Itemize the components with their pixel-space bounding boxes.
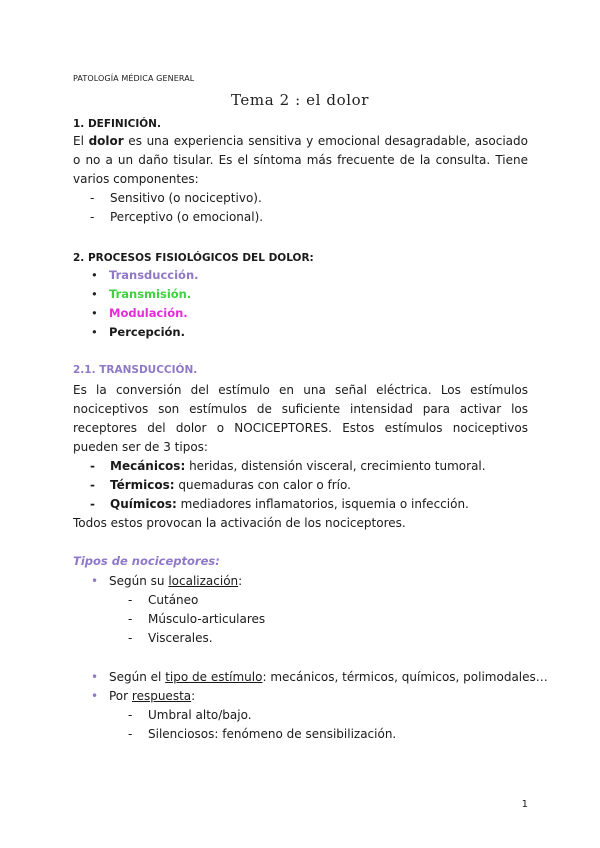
respuesta-item: - Umbral alto/bajo. [128,708,252,722]
stimulus-type-item: - Mecánicos: heridas, distensión visceral, crecimiento tumoral. [90,459,486,473]
process-item-percepcion: • Percepción. [109,323,185,342]
localizacion-item: - Músculo-articulares [128,612,266,626]
bullet-dot-icon: • [91,306,98,320]
stimulus-type-item: - Químicos: mediadores inflamatorios, isquemia o infección. [90,497,469,511]
process-item-transmision: • Transmisión. [109,285,191,304]
section-heading-definicion: 1. DEFINICIÓN. [73,118,161,130]
bullet-dot-icon: • [91,268,98,282]
nociceptor-criterion-estimulo: • Según el tipo de estímulo: mecánicos, térmicos, químicos, polimodales… [109,668,548,687]
page-title: Tema 2 : el dolor [230,91,370,109]
section-heading-transduccion: 2.1. TRANSDUCCIÓN. [73,364,198,376]
dolor-keyword: dolor [88,134,124,148]
nociceptor-criterion-localizacion: • Según su localización: [109,572,242,591]
nociceptor-types-heading: Tipos de nociceptores: [73,554,220,568]
bullet-dot-icon: • [91,689,99,703]
component-item: - Perceptivo (o emocional). [90,210,264,224]
course-header: PATOLOGÍA MÉDICA GENERAL [73,74,195,83]
bullet-dot-icon: • [91,670,99,684]
process-item-modulacion: • Modulación. [109,304,188,323]
bullet-dot-icon: • [91,325,98,339]
definition-paragraph: El dolor es una experiencia sensitiva y emocional desagradable, asociado o no a un daño tisular. Es el síntoma más frecuente de la consulta. Tiene varios componentes: [73,134,528,186]
section-heading-procesos: 2. PROCESOS FISIOLÓGICOS DEL DOLOR: [73,252,314,264]
respuesta-item: - Silenciosos: fenómeno de sensibilización. [128,727,397,741]
transduccion-conclusion: Todos estos provocan la activación de los nociceptores. [73,516,406,530]
localizacion-item: - Cutáneo [128,593,199,607]
nociceptor-criterion-respuesta: • Por respuesta: [109,687,195,706]
bullet-dot-icon: • [91,287,98,301]
process-item-transduccion: • Transducción. [109,266,199,285]
transduccion-paragraph: Es la conversión del estímulo en una señal eléctrica. Los estímulos nociceptivos son estímulos de suficiente intensidad para activar los receptores del dolor o NOCICEPTORES. Estos estímulos nociceptivos pueden ser de 3 tipos: [73,383,528,454]
component-item: - Sensitivo (o nociceptivo). [90,191,262,205]
stimulus-type-item: - Térmicos: quemaduras con calor o frío. [90,478,351,492]
bullet-dot-icon: • [91,574,99,588]
localizacion-item: - Viscerales. [128,631,213,645]
page-number: 1 [521,799,528,810]
